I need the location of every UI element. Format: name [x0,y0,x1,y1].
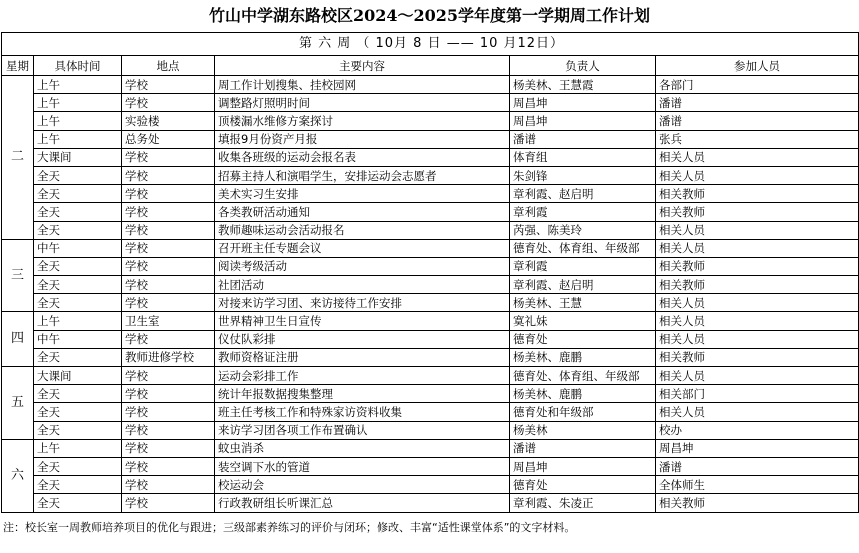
time-cell: 全天 [34,385,122,403]
header-owner: 负责人 [510,56,656,76]
participants-cell: 相关人员 [656,166,859,184]
content-cell: 装空调下水的管道 [215,457,510,475]
owner-cell: 体育组 [510,148,656,166]
participants-cell: 相关教师 [656,494,859,512]
time-cell: 上午 [34,76,122,94]
participants-cell: 相关教师 [656,276,859,294]
table-row [2,257,859,275]
content-cell: 招募主持人和演唱学生，安排运动会志愿者 [215,166,510,184]
location-cell: 学校 [122,76,215,94]
location-cell: 学校 [122,494,215,512]
location-cell: 学校 [122,439,215,457]
time-cell: 上午 [34,94,122,112]
table-row [2,94,859,112]
table-row [2,203,859,221]
location-cell: 学校 [122,421,215,439]
time-cell: 全天 [34,257,122,275]
content-cell: 社团活动 [215,276,510,294]
time-cell: 全天 [34,403,122,421]
time-cell: 大课间 [34,367,122,385]
time-cell: 全天 [34,203,122,221]
location-cell: 学校 [122,185,215,203]
content-cell: 填报9月份资产月报 [215,130,510,148]
location-cell: 学校 [122,257,215,275]
owner-cell: 周昌坤 [510,457,656,475]
content-cell: 仪仗队彩排 [215,330,510,348]
owner-cell: 章利霞 [510,203,656,221]
time-cell: 全天 [34,166,122,184]
participants-cell: 相关教师 [656,203,859,221]
content-cell: 班主任考核工作和特殊家访资料收集 [215,403,510,421]
owner-cell: 杨美林、鹿鹏 [510,385,656,403]
location-cell: 学校 [122,457,215,475]
location-cell: 学校 [122,221,215,239]
location-cell: 学校 [122,385,215,403]
header-content: 主要内容 [215,56,510,76]
participants-cell: 相关人员 [656,294,859,312]
time-cell: 全天 [34,185,122,203]
header-participants: 参加人员 [656,56,859,76]
time-cell: 中午 [34,239,122,257]
content-cell: 世界精神卫生日宣传 [215,312,510,330]
table-row [2,403,859,421]
owner-cell: 德育处、体育组、年级部 [510,239,656,257]
participants-cell: 各部门 [656,76,859,94]
table-row [2,294,859,312]
owner-cell: 章利霞 [510,257,656,275]
owner-cell: 周昌坤 [510,94,656,112]
participants-cell: 相关人员 [656,239,859,257]
participants-cell: 相关人员 [656,403,859,421]
time-cell: 中午 [34,330,122,348]
content-cell: 顶楼漏水维修方案探讨 [215,112,510,130]
participants-cell: 相关教师 [656,185,859,203]
table-row [2,439,859,457]
owner-cell: 杨美林、王慧霞 [510,76,656,94]
table-row [2,239,859,257]
table-row [2,348,859,366]
participants-cell: 潘谱 [656,112,859,130]
table-row [2,76,859,94]
owner-cell: 芮强、陈美玲 [510,221,656,239]
owner-cell: 杨美林、王慧 [510,294,656,312]
table-row [2,148,859,166]
table-row [2,221,859,239]
location-cell: 学校 [122,403,215,421]
table-row [2,457,859,475]
schedule-table [1,32,859,513]
location-cell: 总务处 [122,130,215,148]
time-cell: 全天 [34,221,122,239]
week-range: 第 六 周 （ 10月 8 日 —— 10 月12日） [2,33,859,56]
participants-cell: 周昌坤 [656,439,859,457]
participants-cell: 潘谱 [656,457,859,475]
table-row [2,421,859,439]
owner-cell: 章利霞、赵启明 [510,276,656,294]
table-row [2,330,859,348]
participants-cell: 校办 [656,421,859,439]
content-cell: 教师资格证注册 [215,348,510,366]
owner-cell: 潘谱 [510,130,656,148]
content-cell: 运动会彩排工作 [215,367,510,385]
time-cell: 上午 [34,312,122,330]
participants-cell: 相关部门 [656,385,859,403]
weekday-cell: 三 [2,239,34,312]
time-cell: 全天 [34,421,122,439]
owner-cell: 潘谱 [510,439,656,457]
header-row [2,56,859,76]
content-cell: 蚊虫消杀 [215,439,510,457]
table-row [2,276,859,294]
table-row [2,385,859,403]
table-row [2,494,859,512]
table-row [2,166,859,184]
location-cell: 学校 [122,476,215,494]
location-cell: 学校 [122,148,215,166]
owner-cell: 章利霞、赵启明 [510,185,656,203]
time-cell: 全天 [34,494,122,512]
location-cell: 学校 [122,276,215,294]
table-row [2,476,859,494]
location-cell: 学校 [122,294,215,312]
content-cell: 美术实习生安排 [215,185,510,203]
participants-cell: 全体师生 [656,476,859,494]
header-weekday: 星期 [2,56,34,76]
participants-cell: 相关人员 [656,148,859,166]
table-row [2,112,859,130]
owner-cell: 杨美林 [510,421,656,439]
time-cell: 全天 [34,276,122,294]
time-cell: 全天 [34,476,122,494]
participants-cell: 相关人员 [656,312,859,330]
participants-cell: 相关人员 [656,367,859,385]
content-cell: 教师趣味运动会活动报名 [215,221,510,239]
owner-cell: 德育处和年级部 [510,403,656,421]
header-time: 具体时间 [34,56,122,76]
time-cell: 大课间 [34,148,122,166]
owner-cell: 德育处 [510,330,656,348]
content-cell: 行政教研组长听课汇总 [215,494,510,512]
time-cell: 上午 [34,130,122,148]
weekday-cell: 六 [2,439,34,512]
time-cell: 全天 [34,294,122,312]
participants-cell: 相关人员 [656,330,859,348]
table-row [2,312,859,330]
content-cell: 来访学习团各项工作布置确认 [215,421,510,439]
owner-cell: 德育处 [510,476,656,494]
owner-cell: 章利霞、朱凌正 [510,494,656,512]
participants-cell: 潘谱 [656,94,859,112]
owner-cell: 寞礼妹 [510,312,656,330]
content-cell: 统计年报数据搜集整理 [215,385,510,403]
table-row [2,130,859,148]
location-cell: 实验楼 [122,112,215,130]
participants-cell: 相关教师 [656,348,859,366]
table-row [2,185,859,203]
participants-cell: 相关人员 [656,221,859,239]
page-title: 竹山中学湖东路校区2024～2025学年度第一学期周工作计划 [208,6,651,25]
participants-cell: 相关教师 [656,257,859,275]
owner-cell: 德育处、体育组、年级部 [510,367,656,385]
time-cell: 上午 [34,439,122,457]
owner-cell: 朱剑锋 [510,166,656,184]
content-cell: 各类教研活动通知 [215,203,510,221]
content-cell: 收集各班级的运动会报名表 [215,148,510,166]
time-cell: 全天 [34,348,122,366]
weekday-cell: 五 [2,367,34,440]
content-cell: 阅读考级活动 [215,257,510,275]
location-cell: 学校 [122,203,215,221]
time-cell: 上午 [34,112,122,130]
location-cell: 学校 [122,330,215,348]
content-cell: 对接来访学习团、来访接待工作安排 [215,294,510,312]
owner-cell: 周昌坤 [510,112,656,130]
content-cell: 召开班主任专题会议 [215,239,510,257]
location-cell: 学校 [122,367,215,385]
location-cell: 教师进修学校 [122,348,215,366]
content-cell: 调整路灯照明时间 [215,94,510,112]
weekday-cell: 四 [2,312,34,367]
location-cell: 学校 [122,94,215,112]
owner-cell: 杨美林、鹿鹏 [510,348,656,366]
location-cell: 学校 [122,239,215,257]
location-cell: 学校 [122,166,215,184]
location-cell: 卫生室 [122,312,215,330]
time-cell: 全天 [34,457,122,475]
participants-cell: 张兵 [656,130,859,148]
content-cell: 校运动会 [215,476,510,494]
weekday-cell: 二 [2,76,34,240]
table-row [2,367,859,385]
footer-note: 注：校长室一周教师培养项目的优化与跟进；三级部素养练习的评价与闭环；修改、丰富“适性课堂体系”的文字材料。 [3,520,576,534]
content-cell: 周工作计划搜集、挂校园网 [215,76,510,94]
header-location: 地点 [122,56,215,76]
